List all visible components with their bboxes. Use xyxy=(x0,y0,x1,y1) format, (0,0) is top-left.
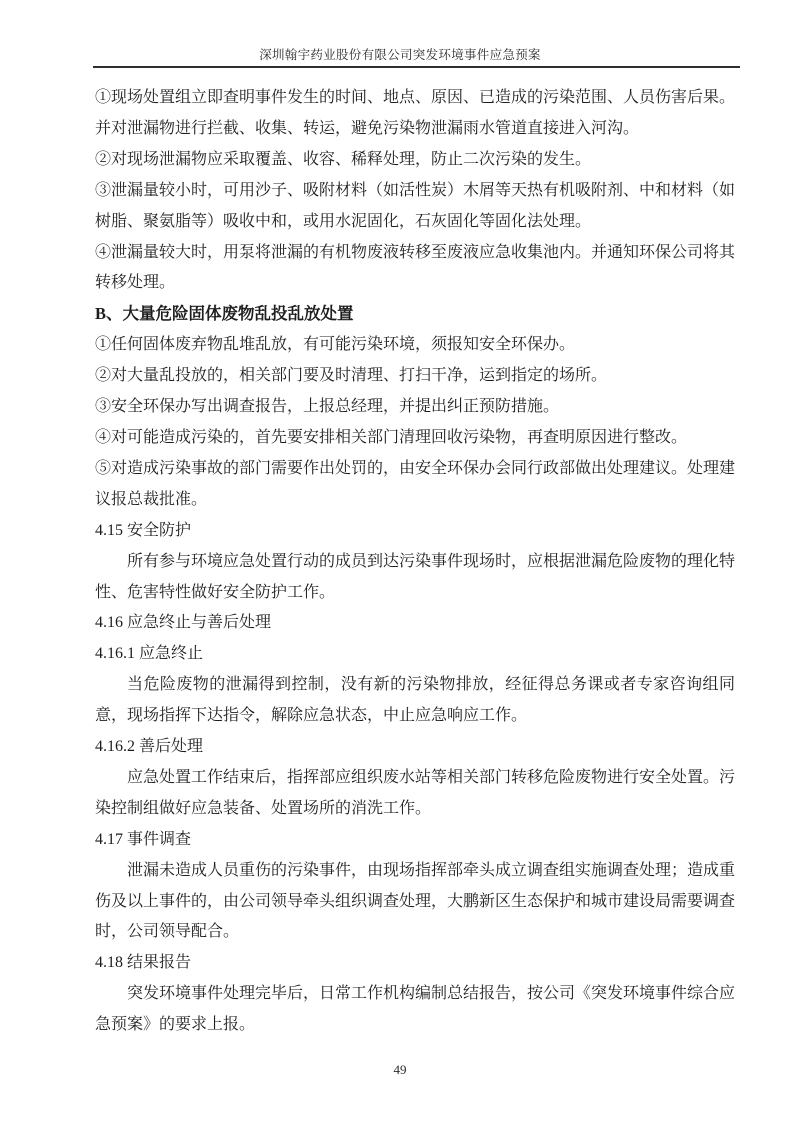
paragraph: ①现场处置组立即查明事件发生的时间、地点、原因、已造成的污染范围、人员伤害后果。并对泄漏物进行拦截、收集、转运，避免污染物泄漏雨水管道直接进入河沟。 xyxy=(95,89,736,137)
document-body xyxy=(95,83,735,1041)
section-heading: 4.15 安全防护 xyxy=(95,521,192,539)
paragraph: 突发环境事件处理完毕后，日常工作机构编制总结报告，按公司《突发环境事件综合应急预案》的要求上报。 xyxy=(95,985,736,1034)
section-heading: 4.16 应急终止与善后处理 xyxy=(95,614,272,632)
paragraph: 泄漏未造成人员重伤的污染事件，由现场指挥部牵头成立调查组实施调查处理；造成重伤及以上事件的，由公司领导牵头组织调查处理，大鹏新区生态保护和城市建设局需要调查时，公司领导配合。 xyxy=(95,861,736,941)
paragraph: ②对大量乱投放的，相关部门要及时清理、打扫干净，运到指定的场所。 xyxy=(95,367,608,385)
section-heading: 4.17 事件调查 xyxy=(95,830,192,848)
paragraph: ②对现场泄漏物应采取覆盖、收容、稀释处理，防止二次污染的发生。 xyxy=(95,150,592,168)
paragraph: 应急处置工作结束后，指挥部应组织废水站等相关部门转移危险废物进行安全处置。污染控制组做好应急装备、处置场所的消洗工作。 xyxy=(95,768,736,817)
page-footer xyxy=(0,1061,800,1079)
paragraph: ⑤对造成污染事故的部门需要作出处罚的，由安全环保办会同行政部做出处理建议。处理建议报总裁批准。 xyxy=(95,459,736,508)
section-heading: 4.16.1 应急终止 xyxy=(95,645,204,663)
paragraph: 所有参与环境应急处置行动的成员到达污染事件现场时，应根据泄漏危险废物的理化特性、危害特性做好安全防护工作。 xyxy=(95,552,736,601)
section-heading: 4.18 结果报告 xyxy=(95,954,192,972)
paragraph: 当危险废物的泄漏得到控制，没有新的污染物排放，经征得总务课或者专家咨询组同意，现场指挥下达指令，解除应急状态，中止应急响应工作。 xyxy=(95,676,735,725)
paragraph: ③安全环保办写出调查报告，上报总经理，并提出纠正预防措施。 xyxy=(95,398,560,416)
page-number: 49 xyxy=(393,1062,407,1077)
paragraph: ③泄漏量较小时，可用沙子、吸附材料（如活性炭）木屑等天热有机吸附剂、中和材料（如树脂、聚氨脂等）吸收中和，或用水泥固化，石灰固化等固化法处理。 xyxy=(95,181,736,230)
paragraph: ①任何固体废弃物乱堆乱放，有可能污染环境，须报知安全环保办。 xyxy=(95,336,576,354)
header-title: 深圳翰宇药业股份有限公司突发环境事件应急预案 xyxy=(259,48,541,62)
section-heading: 4.16.2 善后处理 xyxy=(95,738,204,756)
header-rule xyxy=(93,66,740,68)
section-heading: B、大量危险固体废物乱投乱放处置 xyxy=(95,304,354,324)
paragraph: ④泄漏量较大时，用泵将泄漏的有机物废液转移至废液应急收集池内。并通知环保公司将其转移处理。 xyxy=(95,243,736,292)
paragraph: ④对可能造成污染的，首先要安排相关部门清理回收污染物，再查明原因进行整改。 xyxy=(95,428,688,446)
